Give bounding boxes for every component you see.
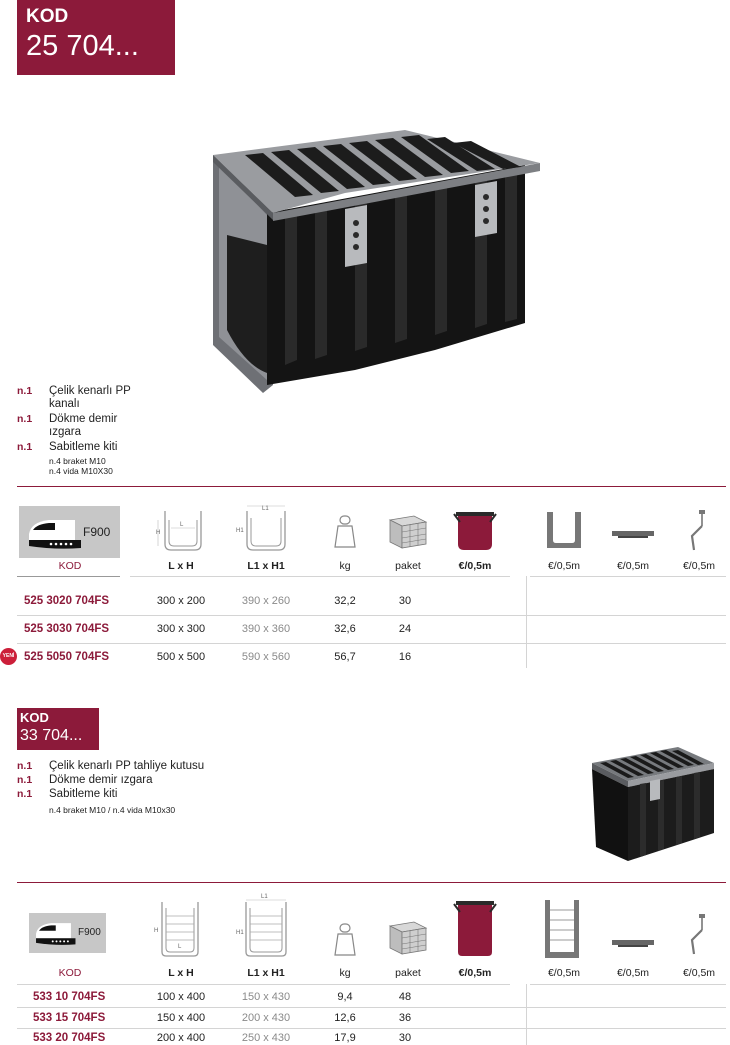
feature-item: n.1 Sabitleme kiti [17, 441, 118, 453]
col-header-acc-channel: €/0,5m [547, 967, 581, 979]
product-code: 533 20 704FS [33, 1032, 106, 1044]
load-class-badge [29, 913, 106, 953]
row-divider [17, 615, 726, 616]
section-divider [17, 486, 726, 487]
paket-value: 48 [398, 991, 412, 1003]
kod-number: 33 704... [20, 727, 83, 744]
col-header-acc-bracket: €/0,5m [682, 967, 716, 979]
col-header-l1xh1: L1 x H1 [247, 967, 285, 979]
lxh-value: 300 x 200 [156, 595, 206, 607]
load-class-label: F900 [78, 927, 101, 938]
l1xh1-value: 200 x 430 [241, 1012, 291, 1024]
l1-label: L1 [262, 506, 269, 512]
grating-bar-icon [610, 937, 656, 949]
col-header-kg: kg [339, 967, 351, 979]
column-divider [526, 984, 527, 1045]
kod-header-box [17, 0, 175, 75]
kg-value: 17,9 [334, 1032, 356, 1044]
truck-icon [25, 516, 83, 550]
grating-price-icon [452, 508, 498, 554]
grating-price-icon [452, 898, 498, 960]
col-header-kg: kg [339, 560, 351, 572]
section-divider [17, 882, 726, 883]
box-body-icon [542, 898, 582, 960]
drainage-channel-image [205, 125, 545, 395]
feature-item: n.1 Çelik kenarlı PP kanalı [17, 385, 131, 410]
pallet-icon [386, 918, 430, 960]
kg-value: 12,6 [334, 1012, 356, 1024]
kit-detail: n.4 vida M10X30 [49, 466, 113, 476]
col-header-kod: KOD [58, 560, 82, 572]
kod-number: 25 704... [26, 30, 139, 62]
l1xh1-value: 390 x 260 [241, 595, 291, 607]
grating-bar-icon [610, 528, 656, 540]
channel-lxh-icon [155, 506, 210, 554]
paket-value: 30 [398, 1032, 412, 1044]
row-divider [17, 1007, 726, 1008]
l1-label: L1 [261, 894, 268, 900]
col-header-price: €/0,5m [458, 967, 492, 979]
kod-label: KOD [26, 6, 69, 27]
channel-l1xh1-icon [233, 502, 293, 554]
l1xh1-value: 250 x 430 [241, 1032, 291, 1044]
header-underline [17, 576, 120, 577]
kit-detail: n.4 braket M10 / n.4 vida M10x30 [49, 805, 176, 815]
feature-item: n.1 Dökme demir ızgara [17, 774, 153, 786]
kg-value: 32,6 [334, 623, 356, 635]
product-code: 533 15 704FS [33, 1012, 106, 1024]
load-class-label: F900 [83, 525, 111, 539]
box-l1xh1-icon [232, 890, 294, 960]
col-header-lxh: L x H [168, 560, 194, 572]
h-label: H [156, 530, 161, 536]
l1xh1-value: 150 x 430 [241, 991, 291, 1003]
col-header-kod: KOD [58, 967, 82, 979]
kg-value: 32,2 [334, 595, 356, 607]
col-header-acc-bracket: €/0,5m [682, 560, 716, 572]
product-code: 533 10 704FS [33, 991, 106, 1003]
l-label: L [178, 944, 182, 950]
col-header-l1xh1: L1 x H1 [247, 560, 285, 572]
box-lxh-icon [150, 898, 205, 960]
kod-header-box [17, 708, 99, 750]
h-label: H [154, 928, 159, 934]
lxh-value: 150 x 400 [156, 1012, 206, 1024]
truck-icon [33, 920, 77, 946]
product-code: 525 5050 704FS [24, 651, 110, 663]
new-badge: YENİ [0, 648, 17, 665]
drain-box-image [588, 743, 718, 865]
col-header-price: €/0,5m [458, 560, 492, 572]
lxh-value: 300 x 300 [156, 623, 206, 635]
header-underline [530, 576, 726, 577]
l1xh1-value: 590 x 560 [241, 651, 291, 663]
kg-value: 9,4 [337, 991, 353, 1003]
row-divider [17, 643, 726, 644]
weight-icon [333, 514, 357, 550]
h1-label: H1 [236, 930, 244, 936]
product-code: 525 3020 704FS [24, 595, 110, 607]
load-class-badge [19, 506, 120, 558]
kg-value: 56,7 [334, 651, 356, 663]
paket-value: 24 [398, 623, 412, 635]
col-header-acc-grating: €/0,5m [616, 560, 650, 572]
weight-icon [333, 922, 357, 958]
lxh-value: 100 x 400 [156, 991, 206, 1003]
channel-body-icon [544, 510, 584, 550]
col-header-lxh: L x H [168, 967, 194, 979]
kod-label: KOD [20, 710, 49, 725]
bracket-icon [686, 912, 710, 956]
col-header-paket: paket [395, 560, 421, 572]
col-header-acc-channel: €/0,5m [547, 560, 581, 572]
col-header-acc-grating: €/0,5m [616, 967, 650, 979]
header-underline [17, 984, 510, 985]
header-underline [530, 984, 726, 985]
pallet-icon [386, 512, 430, 554]
column-divider [526, 576, 527, 668]
feature-item: n.1 Dökme demir ızgara [17, 413, 118, 438]
paket-value: 30 [398, 595, 412, 607]
paket-value: 16 [398, 651, 412, 663]
feature-item: n.1 Sabitleme kiti [17, 788, 118, 800]
col-header-paket: paket [395, 967, 421, 979]
lxh-value: 200 x 400 [156, 1032, 206, 1044]
feature-item: n.1 Çelik kenarlı PP tahliye kutusu [17, 760, 205, 772]
paket-value: 36 [398, 1012, 412, 1024]
l1xh1-value: 390 x 360 [241, 623, 291, 635]
lxh-value: 500 x 500 [156, 651, 206, 663]
l-label: L [180, 522, 184, 528]
row-divider [17, 1028, 726, 1029]
kit-detail: n.4 braket M10 [49, 456, 106, 466]
h1-label: H1 [236, 528, 244, 534]
bracket-icon [686, 508, 710, 552]
product-code: 525 3030 704FS [24, 623, 110, 635]
header-underline [130, 576, 510, 577]
